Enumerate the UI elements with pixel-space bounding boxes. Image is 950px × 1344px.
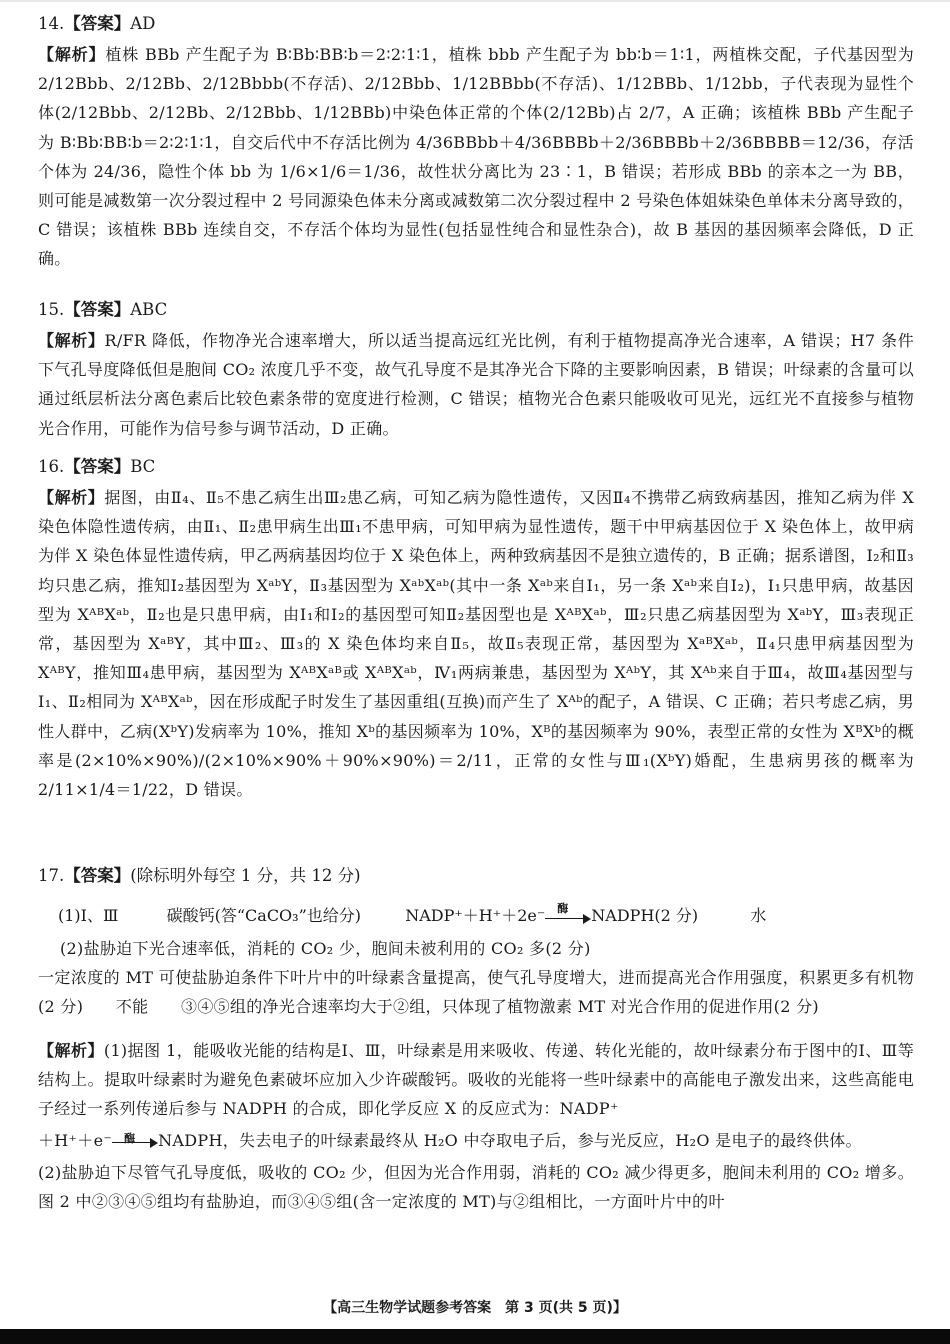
enzyme-label: 酶 [557,901,569,915]
q14-number: 14. [38,14,65,33]
q15-analysis-text: R/FR 降低，作物净光合速率增大，所以适当提高远红光比例，有利于植物提高净光合速率，A 错误；H7 条件下气孔导度降低但是胞间 CO₂ 浓度几乎不变，故气孔导度不是其净光合下降的主要影响因素，B 错误；叶绿素的含量可以通过纸层析法分离色素后比较色素条带的宽度进行检测，C 错误；植物光合色素只能吸收可见光，远红光不直接参与植物光合作用，可能作为信号参与调节活动，D 正确。 [38,331,914,438]
q14-analysis-tag: 【解析】 [38,45,106,64]
top-edge [0,0,950,2]
q14-answer: AD [130,14,156,33]
q15-analysis [38,326,914,443]
q16-number: 16. [38,457,65,476]
bottom-bar [0,1329,950,1344]
q16-analysis [38,483,914,804]
q17-answer-tag: 【答案】 [64,866,131,885]
q15-number: 15. [38,300,65,319]
q17-a1-reagent: 碳酸钙(答“CaCO₃”也给分) [166,906,362,925]
q17-number: 17. [38,866,65,885]
q14-analysis-text: 植株 BBb 产生配子为 B∶Bb∶BB∶b＝2∶2∶1∶1，植株 bbb 产生配子为 bb∶b＝1∶1，两植株交配，子代基因型为 2/12Bbb、2/12Bb、2/12Bbbb(不存活)、2/12Bbb、1/12BBbb(不存活)、1/12BBb、1/12bb，子代表现为显性个体(2/12Bbb、2/12Bb、2/12Bbb、1/12BBb)中染色体正常的个体(2/12Bb)占 2/7，A 正确；该植株 BBb 产生配子为 B∶Bb∶BB∶b＝2∶2∶1∶1，自交后代中不存活比例为 4/36BBbb＋4/36BBBb＋2/36BBBb＋2/36BBBB＝12/36，存活个体为 24/36，隐性个体 bb 为 1/6×1/6＝1/36，故性状分离比为 23∶1，B 错误；若形成 BBb 的亲本之一为 BB，则可能是减数第一次分裂过程中 2 号同源染色体未分离或减数第二次分裂过程中 2 号染色体姐妹染色单体未分离导致的，C 错误；该植株 BBb 连续自交，不存活个体均为显性(包括显性纯合和显性杂合)，故 B 基因的基因频率会降低，D 正确。 [38,45,914,269]
q17-analysis-part1-end: NADPH，失去电子的叶绿素最终从 H₂O 中夺取电子后，参与光反应，H₂O 是电子的最终供体。 [158,1130,862,1150]
q17-a2-line2: 一定浓度的 MT 可使盐胁迫条件下叶片中的叶绿素含量提高，使气孔导度增大，进而提高光合作用强度，积累更多有机物(2 分) 不能 ③④⑤组的净光合速率均大于②组，只体现了植物激素 MT 对光合作用的促进作用(2 分) [38,968,914,1017]
q17-analysis-tag: 【解析】 [38,1041,104,1060]
q16-analysis-tag: 【解析】 [38,488,105,507]
q17-analysis [38,1036,914,1216]
page-footer: 【高三生物学试题参考答案 第 3 页(共 5 页)】 [323,1300,627,1316]
q14-header [38,14,155,34]
reaction-arrow-icon [545,901,591,924]
q16-header [38,457,155,477]
q15-analysis-tag: 【解析】 [38,331,105,350]
q15-answer-tag: 【答案】 [64,300,131,319]
q17-a1-structures: (1)Ⅰ、Ⅲ [58,906,119,925]
q16-analysis-text: 据图，由Ⅱ₄、Ⅱ₅不患乙病生出Ⅲ₂患乙病，可知乙病为隐性遗传，又因Ⅱ₄不携带乙病致病基因，推知乙病为伴 X 染色体隐性遗传病，由Ⅱ₁、Ⅱ₂患甲病生出Ⅲ₁不患甲病，可知甲病为显性遗传，题干中甲病基因位于 X 染色体上，故甲病为伴 X 染色体显性遗传病，甲乙两病基因均位于 X 染色体上，两种致病基因不是独立遗传的，B 正确；据系谱图，Ⅰ₂和Ⅱ₃均只患乙病，推知Ⅰ₂基因型为 XᵃᵇY，Ⅱ₃基因型为 XᵃᵇXᵃᵇ(其中一条 Xᵃᵇ来自Ⅰ₁，另一条 Xᵃᵇ来自Ⅰ₂)，Ⅰ₁只患甲病，故基因型为 XᴬᴮXᵃᵇ，Ⅱ₂也是只患甲病，由Ⅰ₁和Ⅰ₂的基因型可知Ⅱ₂基因型也是 XᴬᴮXᵃᵇ，Ⅲ₂只患乙病基因型为 XᵃᵇY，Ⅲ₃表现正常，基因型为 XᵃᴮY，其中Ⅲ₂、Ⅲ₃的 X 染色体均来自Ⅱ₅，故Ⅱ₅表现正常，基因型为 XᵃᴮXᵃᵇ，Ⅱ₄只患甲病基因型为 XᴬᴮY，推知Ⅲ₄患甲病，基因型为 XᴬᴮXᵃᴮ或 XᴬᴮXᵃᵇ，Ⅳ₁两病兼患，基因型为 XᴬᵇY，其 Xᴬᵇ来自于Ⅲ₄，故Ⅲ₄基因型与Ⅰ₁、Ⅱ₂相同为 XᴬᴮXᵃᵇ，因在形成配子时发生了基因重组(互换)而产生了 Xᴬᵇ的配子，A 错误、C 正确；若只考虑乙病，男性人群中，乙病(XᵇY)发病率为 10%，推知 Xᵇ的基因频率为 10%，Xᴮ的基因频率为 90%，表型正常的女性为 XᴮXᵇ的概率是(2×10%×90%)/(2×10%×90%＋90%×90%)＝2/11，正常的女性与Ⅲ₁(XᵇY)婚配，生患病男孩的概率为 2/11×1/4＝1/22，D 错误。 [38,488,915,800]
q17-a1-donor: 水 [750,906,767,925]
reaction-arrow-icon-2 [112,1134,158,1148]
q14-analysis [38,40,914,274]
q15-header [38,300,167,320]
q15-answer: ABC [130,300,168,319]
q17-a1-product: NADPH(2 分) [591,906,699,925]
q17-a2-line1: (2)盐胁迫下光合速率低，消耗的 CO₂ 少，胞间未被利用的 CO₂ 多(2 分) [60,939,591,958]
q17-answer-note: (除标明外每空 1 分，共 12 分) [130,866,361,885]
q17-a1-reactants: NADP⁺＋H⁺＋2e⁻ [405,906,546,925]
q17-analysis-part2: (2)盐胁迫下尽管气孔导度低，吸收的 CO₂ 少，但因为光合作用弱，消耗的 CO₂ 减少得更多，胞间未利用的 CO₂ 增多。图 2 中②③④⑤组均有盐胁迫，而③④⑤组(含一定浓度的 MT)与②组相比，一方面叶片中的叶 [38,1162,914,1211]
q17-answer-2 [38,934,914,1022]
q16-answer-tag: 【答案】 [64,457,131,476]
q16-answer: BC [130,457,156,476]
q17-analysis-part1: (1)据图 1，能吸收光能的结构是Ⅰ、Ⅲ，叶绿素是用来吸收、传递、转化光能的，故叶绿素分布于图中的Ⅰ、Ⅲ等结构上。提取叶绿素时为避免色素破坏应加入少许碳酸钙。吸收的光能将一些叶绿素中的高能电子激发出来，这些高能电子经过一系列传递后参与 NADPH 的合成，即化学反应 X 的反应式为：NADP⁺ [38,1041,914,1119]
q17-analysis-eq: ＋H⁺＋e⁻ [38,1130,113,1150]
q14-answer-tag: 【答案】 [64,14,131,33]
q17-answer-1 [58,901,767,927]
enzyme-label-2: 酶 [124,1132,136,1146]
q17-header [38,866,361,886]
